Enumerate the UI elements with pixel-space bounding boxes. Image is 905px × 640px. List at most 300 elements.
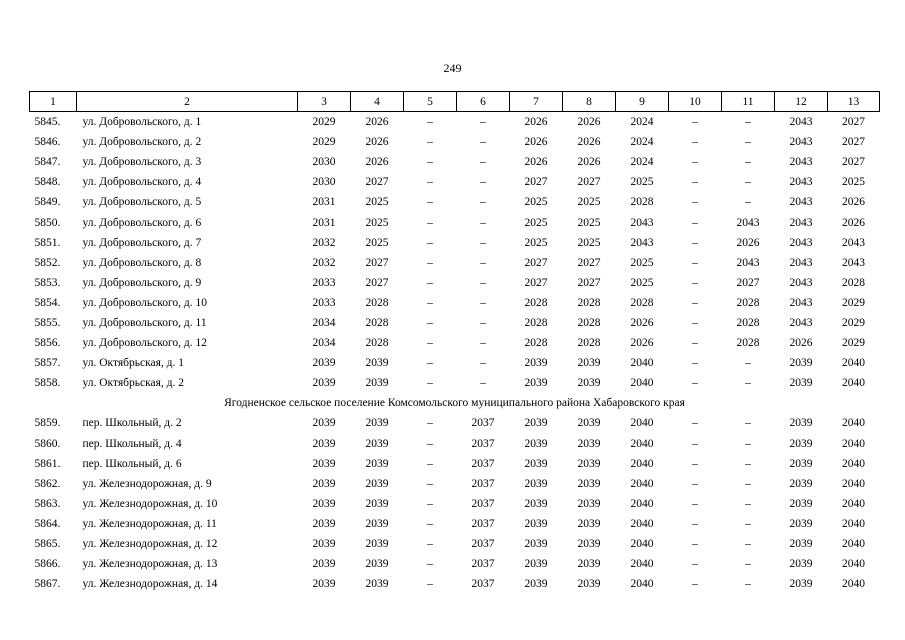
address-cell: ул. Железнодорожная, д. 10 bbox=[82, 497, 218, 510]
year-cell: – bbox=[692, 578, 698, 591]
year-cell: – bbox=[692, 216, 698, 229]
table-row bbox=[30, 172, 880, 192]
year-cell: 2039 bbox=[312, 497, 336, 510]
year-cell: 2039 bbox=[524, 417, 548, 430]
year-cell: – bbox=[480, 256, 486, 269]
year-cell: 2025 bbox=[842, 176, 865, 189]
year-cell: 2039 bbox=[312, 377, 336, 390]
year-cell: – bbox=[692, 196, 698, 209]
year-cell: 2040 bbox=[842, 578, 865, 591]
year-cell: 2030 bbox=[312, 156, 336, 169]
year-cell: 2039 bbox=[365, 477, 389, 490]
year-cell: – bbox=[745, 176, 751, 189]
year-cell: 2032 bbox=[312, 236, 336, 249]
header-cell: 12 bbox=[775, 92, 828, 112]
year-cell: – bbox=[745, 116, 751, 129]
year-cell: – bbox=[427, 357, 433, 370]
table-row bbox=[30, 152, 880, 172]
year-cell: – bbox=[427, 256, 433, 269]
address-cell: ул. Добровольского, д. 3 bbox=[82, 156, 202, 169]
year-cell: – bbox=[427, 216, 433, 229]
year-cell: 2032 bbox=[312, 256, 336, 269]
year-cell: 2040 bbox=[842, 538, 865, 551]
year-cell: 2039 bbox=[365, 517, 389, 530]
table-row bbox=[30, 293, 880, 313]
year-cell: 2040 bbox=[630, 538, 654, 551]
year-cell: 2040 bbox=[630, 437, 654, 450]
header-cell: 11 bbox=[722, 92, 775, 112]
year-cell: 2028 bbox=[524, 316, 548, 329]
address-cell: ул. Добровольского, д. 5 bbox=[82, 196, 202, 209]
row-number: 5857. bbox=[34, 357, 61, 370]
year-cell: 2027 bbox=[842, 116, 865, 129]
year-cell: – bbox=[692, 477, 698, 490]
year-cell: 2027 bbox=[365, 256, 389, 269]
year-cell: – bbox=[692, 437, 698, 450]
table-row bbox=[30, 474, 880, 494]
row-number: 5852. bbox=[34, 256, 61, 269]
year-cell: 2039 bbox=[312, 517, 336, 530]
year-cell: – bbox=[745, 497, 751, 510]
header-cell: 7 bbox=[510, 92, 563, 112]
table-row bbox=[30, 554, 880, 574]
year-cell: 2039 bbox=[524, 538, 548, 551]
year-cell: – bbox=[745, 558, 751, 571]
year-cell: 2025 bbox=[577, 236, 601, 249]
year-cell: 2040 bbox=[630, 357, 654, 370]
year-cell: 2040 bbox=[630, 477, 654, 490]
year-cell: 2043 bbox=[789, 296, 813, 309]
year-cell: 2026 bbox=[577, 136, 601, 149]
row-number: 5849. bbox=[34, 196, 61, 209]
year-cell: – bbox=[480, 316, 486, 329]
year-cell: 2040 bbox=[630, 558, 654, 571]
year-cell: 2039 bbox=[789, 457, 813, 470]
year-cell: 2024 bbox=[630, 156, 654, 169]
year-cell: 2039 bbox=[577, 457, 601, 470]
year-cell: 2025 bbox=[577, 216, 601, 229]
row-number: 5861. bbox=[34, 457, 61, 470]
header-cell: 1 bbox=[30, 92, 77, 112]
year-cell: 2025 bbox=[630, 256, 654, 269]
header-cell: 2 bbox=[77, 92, 298, 112]
year-cell: – bbox=[692, 558, 698, 571]
table-row bbox=[30, 273, 880, 293]
year-cell: 2039 bbox=[312, 477, 336, 490]
address-cell: ул. Добровольского, д. 9 bbox=[82, 276, 202, 289]
year-cell: 2031 bbox=[312, 216, 336, 229]
year-cell: – bbox=[427, 497, 433, 510]
year-cell: 2033 bbox=[312, 276, 336, 289]
row-number: 5863. bbox=[34, 497, 61, 510]
year-cell: 2033 bbox=[312, 296, 336, 309]
year-cell: 2043 bbox=[789, 196, 813, 209]
year-cell: 2040 bbox=[842, 517, 865, 530]
year-cell: 2027 bbox=[524, 256, 548, 269]
year-cell: – bbox=[692, 316, 698, 329]
year-cell: 2026 bbox=[524, 116, 548, 129]
address-cell: пер. Школьный, д. 4 bbox=[82, 437, 182, 450]
year-cell: 2039 bbox=[577, 417, 601, 430]
year-cell: 2040 bbox=[842, 497, 865, 510]
year-cell: 2039 bbox=[789, 517, 813, 530]
year-cell: – bbox=[745, 477, 751, 490]
address-cell: ул. Добровольского, д. 1 bbox=[82, 116, 202, 129]
year-cell: 2025 bbox=[524, 196, 548, 209]
year-cell: 2040 bbox=[630, 457, 654, 470]
table-row bbox=[30, 534, 880, 554]
year-cell: 2043 bbox=[736, 216, 760, 229]
year-cell: – bbox=[745, 437, 751, 450]
year-cell: 2029 bbox=[312, 136, 336, 149]
year-cell: 2037 bbox=[471, 558, 495, 571]
year-cell: 2039 bbox=[312, 578, 336, 591]
year-cell: 2028 bbox=[736, 316, 760, 329]
year-cell: 2043 bbox=[789, 176, 813, 189]
year-cell: 2039 bbox=[524, 357, 548, 370]
header-cell: 3 bbox=[298, 92, 351, 112]
year-cell: 2039 bbox=[577, 437, 601, 450]
row-number: 5855. bbox=[34, 316, 61, 329]
year-cell: 2039 bbox=[577, 377, 601, 390]
table-header bbox=[30, 92, 880, 112]
year-cell: – bbox=[745, 417, 751, 430]
header-row bbox=[30, 92, 880, 112]
year-cell: – bbox=[427, 437, 433, 450]
year-cell: 2029 bbox=[842, 316, 865, 329]
year-cell: 2040 bbox=[630, 517, 654, 530]
year-cell: 2040 bbox=[842, 457, 865, 470]
year-cell: – bbox=[692, 337, 698, 350]
year-cell: 2039 bbox=[577, 477, 601, 490]
row-number: 5865. bbox=[34, 538, 61, 551]
year-cell: 2028 bbox=[577, 316, 601, 329]
year-cell: – bbox=[427, 236, 433, 249]
year-cell: 2027 bbox=[577, 276, 601, 289]
year-cell: 2026 bbox=[630, 316, 654, 329]
year-cell: 2025 bbox=[630, 276, 654, 289]
year-cell: 2037 bbox=[471, 517, 495, 530]
year-cell: 2027 bbox=[736, 276, 760, 289]
year-cell: 2025 bbox=[577, 196, 601, 209]
year-cell: 2027 bbox=[842, 156, 865, 169]
year-cell: 2043 bbox=[789, 256, 813, 269]
year-cell: 2037 bbox=[471, 538, 495, 551]
row-number: 5864. bbox=[34, 517, 61, 530]
address-cell: ул. Октябрьская, д. 1 bbox=[82, 357, 184, 370]
year-cell: – bbox=[692, 256, 698, 269]
year-cell: 2040 bbox=[630, 497, 654, 510]
row-number: 5853. bbox=[34, 276, 61, 289]
table-row bbox=[30, 313, 880, 333]
year-cell: 2028 bbox=[736, 296, 760, 309]
year-cell: – bbox=[745, 156, 751, 169]
address-cell: пер. Школьный, д. 6 bbox=[82, 457, 182, 470]
address-cell: ул. Железнодорожная, д. 14 bbox=[82, 578, 218, 591]
year-cell: 2026 bbox=[842, 216, 865, 229]
year-cell: – bbox=[480, 377, 486, 390]
year-cell: 2039 bbox=[312, 558, 336, 571]
table-row bbox=[30, 413, 880, 433]
year-cell: 2024 bbox=[630, 116, 654, 129]
year-cell: 2027 bbox=[365, 276, 389, 289]
year-cell: – bbox=[480, 337, 486, 350]
year-cell: 2039 bbox=[789, 538, 813, 551]
address-cell: ул. Добровольского, д. 10 bbox=[82, 296, 208, 309]
header-cell: 10 bbox=[669, 92, 722, 112]
year-cell: – bbox=[427, 417, 433, 430]
year-cell: 2039 bbox=[789, 437, 813, 450]
year-cell: – bbox=[745, 578, 751, 591]
year-cell: – bbox=[745, 377, 751, 390]
year-cell: 2028 bbox=[577, 296, 601, 309]
year-cell: – bbox=[427, 558, 433, 571]
year-cell: 2031 bbox=[312, 196, 336, 209]
address-cell: ул. Добровольского, д. 4 bbox=[82, 176, 202, 189]
year-cell: 2039 bbox=[365, 417, 389, 430]
year-cell: 2025 bbox=[365, 196, 389, 209]
address-cell: ул. Добровольского, д. 2 bbox=[82, 136, 202, 149]
year-cell: 2043 bbox=[789, 116, 813, 129]
year-cell: 2039 bbox=[524, 578, 548, 591]
row-number: 5850. bbox=[34, 216, 61, 229]
year-cell: 2028 bbox=[365, 316, 389, 329]
year-cell: 2039 bbox=[577, 497, 601, 510]
year-cell: – bbox=[480, 296, 486, 309]
year-cell: – bbox=[427, 377, 433, 390]
data-table bbox=[29, 91, 880, 594]
year-cell: 2039 bbox=[312, 417, 336, 430]
header-cell: 5 bbox=[404, 92, 457, 112]
year-cell: 2039 bbox=[312, 357, 336, 370]
year-cell: 2028 bbox=[736, 337, 760, 350]
year-cell: 2039 bbox=[789, 477, 813, 490]
table-row bbox=[30, 253, 880, 273]
year-cell: 2025 bbox=[524, 236, 548, 249]
year-cell: 2028 bbox=[630, 196, 654, 209]
year-cell: 2026 bbox=[577, 156, 601, 169]
year-cell: 2039 bbox=[365, 357, 389, 370]
address-cell: ул. Железнодорожная, д. 9 bbox=[82, 477, 212, 490]
year-cell: 2040 bbox=[630, 417, 654, 430]
year-cell: – bbox=[692, 497, 698, 510]
year-cell: 2039 bbox=[789, 377, 813, 390]
address-cell: ул. Добровольского, д. 7 bbox=[82, 236, 202, 249]
year-cell: 2039 bbox=[524, 437, 548, 450]
year-cell: 2043 bbox=[842, 256, 865, 269]
year-cell: – bbox=[745, 457, 751, 470]
year-cell: 2030 bbox=[312, 176, 336, 189]
year-cell: 2039 bbox=[577, 357, 601, 370]
row-number: 5851. bbox=[34, 236, 61, 249]
year-cell: 2039 bbox=[365, 538, 389, 551]
table-row bbox=[30, 233, 880, 253]
year-cell: 2027 bbox=[524, 176, 548, 189]
year-cell: – bbox=[692, 296, 698, 309]
year-cell: – bbox=[427, 517, 433, 530]
year-cell: 2037 bbox=[471, 497, 495, 510]
year-cell: – bbox=[692, 377, 698, 390]
address-cell: ул. Железнодорожная, д. 13 bbox=[82, 558, 218, 571]
year-cell: 2027 bbox=[577, 256, 601, 269]
year-cell: 2039 bbox=[577, 558, 601, 571]
row-number: 5867. bbox=[34, 578, 61, 591]
year-cell: 2034 bbox=[312, 316, 336, 329]
header-cell: 8 bbox=[563, 92, 616, 112]
row-number: 5858. bbox=[34, 377, 61, 390]
year-cell: – bbox=[427, 457, 433, 470]
year-cell: 2037 bbox=[471, 457, 495, 470]
year-cell: 2039 bbox=[789, 558, 813, 571]
address-cell: ул. Добровольского, д. 11 bbox=[82, 316, 207, 329]
year-cell: 2039 bbox=[312, 457, 336, 470]
year-cell: 2028 bbox=[524, 337, 548, 350]
address-cell: ул. Железнодорожная, д. 12 bbox=[82, 538, 218, 551]
year-cell: 2040 bbox=[842, 477, 865, 490]
year-cell: 2040 bbox=[842, 377, 865, 390]
year-cell: – bbox=[427, 276, 433, 289]
year-cell: 2043 bbox=[789, 276, 813, 289]
address-cell: ул. Добровольского, д. 6 bbox=[82, 216, 202, 229]
year-cell: – bbox=[745, 357, 751, 370]
year-cell: 2043 bbox=[630, 236, 654, 249]
year-cell: 2039 bbox=[524, 377, 548, 390]
year-cell: – bbox=[480, 196, 486, 209]
table-row bbox=[30, 112, 880, 133]
row-number: 5860. bbox=[34, 437, 61, 450]
year-cell: 2037 bbox=[471, 578, 495, 591]
section-row bbox=[30, 393, 880, 413]
year-cell: – bbox=[692, 517, 698, 530]
year-cell: 2037 bbox=[471, 477, 495, 490]
row-number: 5845. bbox=[34, 116, 61, 129]
row-number: 5859. bbox=[34, 417, 61, 430]
year-cell: 2043 bbox=[789, 316, 813, 329]
year-cell: – bbox=[427, 337, 433, 350]
year-cell: – bbox=[745, 517, 751, 530]
table-row bbox=[30, 454, 880, 474]
year-cell: 2026 bbox=[630, 337, 654, 350]
year-cell: 2039 bbox=[789, 417, 813, 430]
year-cell: 2039 bbox=[312, 538, 336, 551]
address-cell: ул. Добровольского, д. 8 bbox=[82, 256, 202, 269]
year-cell: 2029 bbox=[842, 296, 865, 309]
year-cell: 2043 bbox=[789, 136, 813, 149]
year-cell: – bbox=[480, 276, 486, 289]
year-cell: 2026 bbox=[789, 337, 813, 350]
year-cell: – bbox=[427, 196, 433, 209]
year-cell: 2026 bbox=[524, 136, 548, 149]
row-number: 5848. bbox=[34, 176, 61, 189]
row-number: 5856. bbox=[34, 337, 61, 350]
year-cell: 2027 bbox=[365, 176, 389, 189]
year-cell: – bbox=[745, 136, 751, 149]
table-row bbox=[30, 514, 880, 534]
year-cell: 2024 bbox=[630, 136, 654, 149]
year-cell: – bbox=[692, 116, 698, 129]
section-title: Ягодненское сельское поселение Комсомольского муниципального района Хабаровского края bbox=[224, 397, 685, 410]
year-cell: – bbox=[427, 578, 433, 591]
year-cell: 2043 bbox=[736, 256, 760, 269]
year-cell: 2029 bbox=[842, 337, 865, 350]
year-cell: 2026 bbox=[842, 196, 865, 209]
address-cell: пер. Школьный, д. 2 bbox=[82, 417, 182, 430]
table-row bbox=[30, 192, 880, 212]
year-cell: 2027 bbox=[524, 276, 548, 289]
year-cell: 2026 bbox=[577, 116, 601, 129]
year-cell: 2040 bbox=[630, 578, 654, 591]
page-number: 249 bbox=[443, 61, 462, 75]
year-cell: 2026 bbox=[524, 156, 548, 169]
row-number: 5846. bbox=[34, 136, 61, 149]
year-cell: 2025 bbox=[365, 216, 389, 229]
year-cell: 2039 bbox=[365, 457, 389, 470]
year-cell: – bbox=[427, 477, 433, 490]
table-row bbox=[30, 132, 880, 152]
year-cell: – bbox=[692, 538, 698, 551]
row-number: 5854. bbox=[34, 296, 61, 309]
year-cell: 2028 bbox=[524, 296, 548, 309]
year-cell: 2039 bbox=[365, 558, 389, 571]
year-cell: 2027 bbox=[577, 176, 601, 189]
year-cell: 2037 bbox=[471, 417, 495, 430]
table-row bbox=[30, 574, 880, 594]
year-cell: – bbox=[480, 357, 486, 370]
year-cell: – bbox=[427, 176, 433, 189]
table-row bbox=[30, 212, 880, 232]
year-cell: – bbox=[427, 136, 433, 149]
year-cell: 2026 bbox=[365, 136, 389, 149]
year-cell: 2039 bbox=[789, 357, 813, 370]
year-cell: 2039 bbox=[524, 497, 548, 510]
year-cell: – bbox=[692, 236, 698, 249]
year-cell: 2028 bbox=[577, 337, 601, 350]
year-cell: – bbox=[692, 176, 698, 189]
year-cell: – bbox=[427, 538, 433, 551]
header-cell: 13 bbox=[828, 92, 880, 112]
year-cell: 2040 bbox=[842, 437, 865, 450]
year-cell: 2039 bbox=[789, 578, 813, 591]
year-cell: 2039 bbox=[524, 558, 548, 571]
year-cell: 2039 bbox=[577, 517, 601, 530]
year-cell: – bbox=[692, 276, 698, 289]
table-row bbox=[30, 434, 880, 454]
year-cell: 2026 bbox=[365, 116, 389, 129]
year-cell: 2026 bbox=[365, 156, 389, 169]
year-cell: 2039 bbox=[365, 437, 389, 450]
year-cell: 2040 bbox=[842, 417, 865, 430]
year-cell: 2037 bbox=[471, 437, 495, 450]
year-cell: 2027 bbox=[842, 136, 865, 149]
table-row bbox=[30, 494, 880, 514]
year-cell: 2028 bbox=[365, 337, 389, 350]
year-cell: 2026 bbox=[736, 236, 760, 249]
year-cell: – bbox=[692, 457, 698, 470]
year-cell: 2028 bbox=[365, 296, 389, 309]
year-cell: 2029 bbox=[312, 116, 336, 129]
year-cell: 2025 bbox=[365, 236, 389, 249]
year-cell: 2039 bbox=[524, 477, 548, 490]
year-cell: 2043 bbox=[789, 156, 813, 169]
address-cell: ул. Железнодорожная, д. 11 bbox=[82, 517, 217, 530]
header-cell: 9 bbox=[616, 92, 669, 112]
year-cell: 2039 bbox=[365, 578, 389, 591]
year-cell: – bbox=[692, 357, 698, 370]
year-cell: 2034 bbox=[312, 337, 336, 350]
year-cell: – bbox=[745, 196, 751, 209]
year-cell: – bbox=[427, 116, 433, 129]
year-cell: 2040 bbox=[630, 377, 654, 390]
